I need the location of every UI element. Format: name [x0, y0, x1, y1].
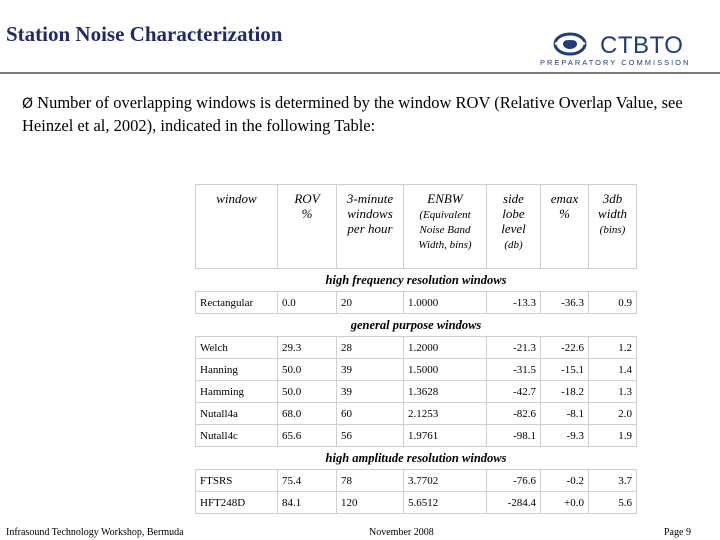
arrow-bullet-icon: Ø — [22, 96, 34, 112]
cell-window: Hanning — [196, 359, 278, 381]
window-table — [195, 184, 637, 514]
cell-rov: 75.4 — [278, 470, 337, 492]
cell-rov: 50.0 — [278, 381, 337, 403]
table-body — [196, 269, 637, 514]
col-header-emax: emax % — [541, 185, 589, 269]
cell-emax: -36.3 — [541, 292, 589, 314]
cell-window: Hamming — [196, 381, 278, 403]
cell-3min: 56 — [337, 425, 404, 447]
cell-3db: 1.2 — [589, 337, 637, 359]
cell-window: Nutall4c — [196, 425, 278, 447]
cell-3db: 2.0 — [589, 403, 637, 425]
cell-rov: 29.3 — [278, 337, 337, 359]
col-header-3db: 3db width (bins) — [589, 185, 637, 269]
page-title: Station Noise Characterization — [6, 22, 283, 46]
cell-window: Nutall4a — [196, 403, 278, 425]
cell-emax: -0.2 — [541, 470, 589, 492]
cell-3db: 1.9 — [589, 425, 637, 447]
table-row — [196, 359, 637, 381]
section-row — [196, 314, 637, 337]
ctbto-globe-icon — [552, 30, 592, 60]
col-header-window: window — [196, 185, 278, 269]
cell-window: Welch — [196, 337, 278, 359]
cell-window: FTSRS — [196, 470, 278, 492]
footer-page-number: Page 9 — [664, 527, 691, 538]
table-row — [196, 492, 637, 514]
cell-3min: 60 — [337, 403, 404, 425]
cell-enbw: 1.2000 — [404, 337, 487, 359]
bullet-paragraph — [22, 92, 702, 136]
cell-side-lobe: -82.6 — [487, 403, 541, 425]
cell-side-lobe: -31.5 — [487, 359, 541, 381]
cell-side-lobe: -284.4 — [487, 492, 541, 514]
cell-3min: 39 — [337, 359, 404, 381]
table-row — [196, 470, 637, 492]
col-header-3min: 3-minute windows per hour — [337, 185, 404, 269]
cell-3min: 28 — [337, 337, 404, 359]
table-row — [196, 403, 637, 425]
cell-emax: -18.2 — [541, 381, 589, 403]
cell-rov: 65.6 — [278, 425, 337, 447]
logo-name: CTBTO — [600, 32, 684, 59]
cell-enbw: 1.3628 — [404, 381, 487, 403]
table-row — [196, 381, 637, 403]
cell-side-lobe: -42.7 — [487, 381, 541, 403]
cell-3min: 78 — [337, 470, 404, 492]
cell-3db: 1.3 — [589, 381, 637, 403]
section-row — [196, 447, 637, 470]
bullet-text: Number of overlapping windows is determined by the window ROV (Relative Overlap Value, see Heinzel et al, 2002), indicated in the following Table: — [22, 93, 683, 135]
cell-side-lobe: -13.3 — [487, 292, 541, 314]
section-title: high frequency resolution windows — [196, 269, 637, 292]
cell-enbw: 1.5000 — [404, 359, 487, 381]
cell-emax: -15.1 — [541, 359, 589, 381]
cell-3min: 120 — [337, 492, 404, 514]
cell-emax: -9.3 — [541, 425, 589, 447]
cell-enbw: 1.9761 — [404, 425, 487, 447]
cell-enbw: 1.0000 — [404, 292, 487, 314]
cell-3db: 5.6 — [589, 492, 637, 514]
cell-window: Rectangular — [196, 292, 278, 314]
cell-3min: 39 — [337, 381, 404, 403]
footer-date: November 2008 — [369, 527, 434, 538]
section-row — [196, 269, 637, 292]
cell-3db: 3.7 — [589, 470, 637, 492]
logo-subtitle: PREPARATORY COMMISSION — [540, 58, 691, 67]
cell-side-lobe: -76.6 — [487, 470, 541, 492]
footer-workshop: Infrasound Technology Workshop, Bermuda — [6, 527, 184, 538]
cell-3min: 20 — [337, 292, 404, 314]
table-row — [196, 292, 637, 314]
cell-rov: 0.0 — [278, 292, 337, 314]
table-header-row — [196, 185, 637, 269]
cell-3db: 1.4 — [589, 359, 637, 381]
cell-enbw: 3.7702 — [404, 470, 487, 492]
cell-rov: 84.1 — [278, 492, 337, 514]
cell-window: HFT248D — [196, 492, 278, 514]
cell-emax: -22.6 — [541, 337, 589, 359]
ctbto-logo — [540, 30, 691, 70]
cell-rov: 50.0 — [278, 359, 337, 381]
cell-side-lobe: -21.3 — [487, 337, 541, 359]
table-row — [196, 337, 637, 359]
cell-3db: 0.9 — [589, 292, 637, 314]
section-title: high amplitude resolution windows — [196, 447, 637, 470]
cell-enbw: 5.6512 — [404, 492, 487, 514]
table-row — [196, 425, 637, 447]
cell-side-lobe: -98.1 — [487, 425, 541, 447]
col-header-enbw: ENBW (Equivalent Noise Band Width, bins) — [404, 185, 487, 269]
col-header-side-lobe: side lobe level (db) — [487, 185, 541, 269]
section-title: general purpose windows — [196, 314, 637, 337]
cell-emax: +0.0 — [541, 492, 589, 514]
cell-rov: 68.0 — [278, 403, 337, 425]
cell-enbw: 2.1253 — [404, 403, 487, 425]
col-header-rov: ROV % — [278, 185, 337, 269]
cell-emax: -8.1 — [541, 403, 589, 425]
header-divider — [0, 72, 720, 74]
